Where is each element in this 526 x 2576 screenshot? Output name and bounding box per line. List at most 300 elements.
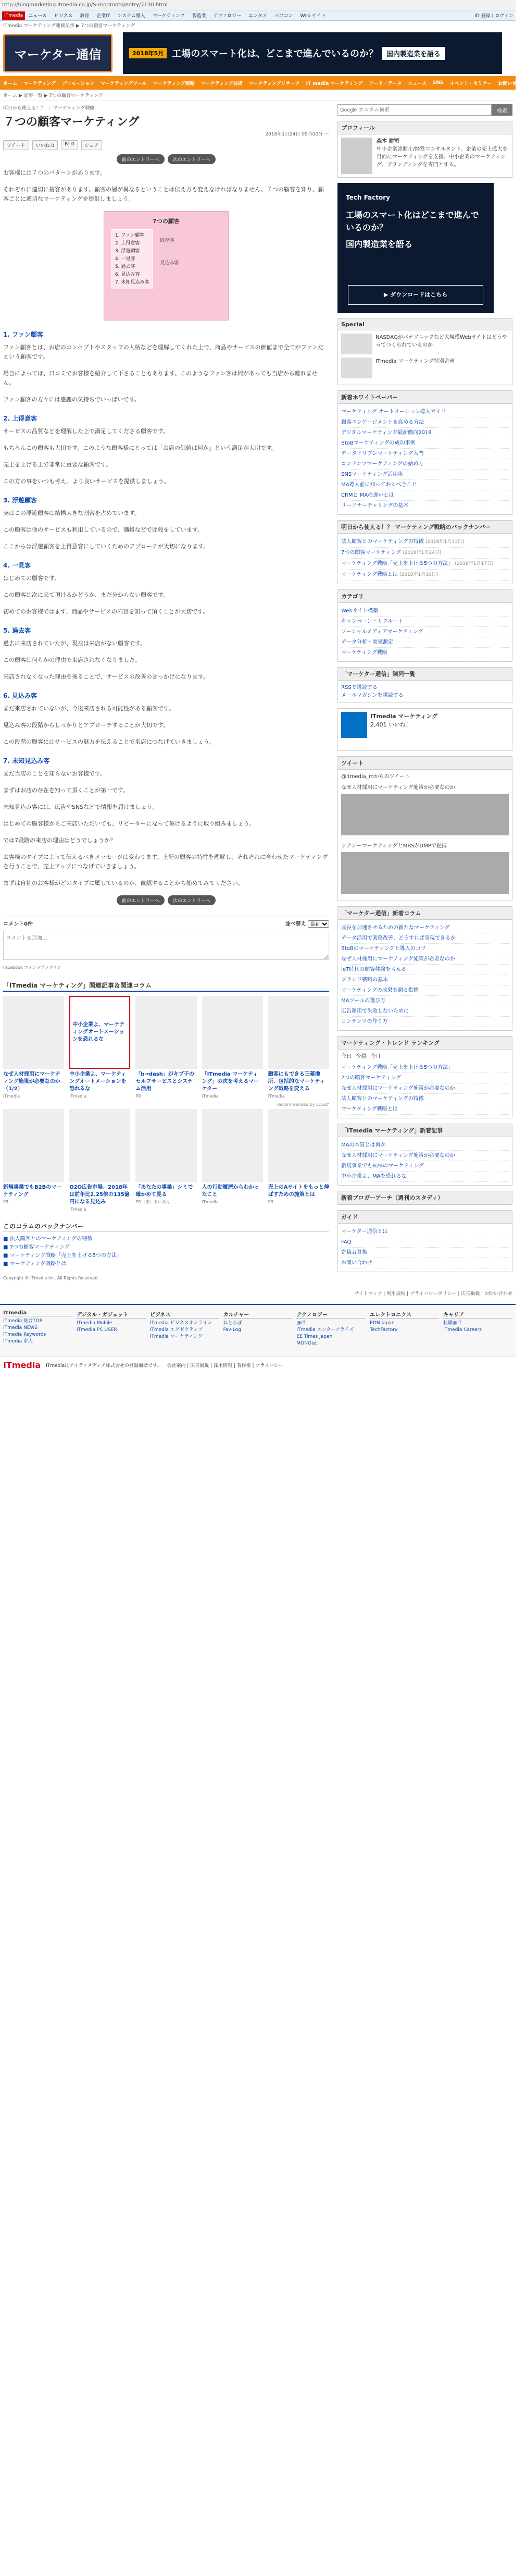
- guide-item[interactable]: マーケター通信とは: [341, 1227, 509, 1237]
- newest-wp-box: [337, 390, 512, 515]
- itmedia-brand[interactable]: ITmedia: [2, 11, 25, 20]
- tweet-text: なぜ人材採用にマーケティング施策が必要なのか: [341, 785, 455, 791]
- related-thumb: [69, 1109, 130, 1182]
- author-bio: 中小企業診断士/経営コンサルタント。企業の売上拡大を目的にマーケティングを支援。中小企業のマーケティング、ブランディングを専門とする。: [377, 146, 508, 168]
- site-logo[interactable]: マーケター通信: [3, 34, 112, 72]
- new-column-item[interactable]: ブランド戦略の基本: [341, 975, 509, 985]
- next-entry-button[interactable]: 次のエントリーへ: [168, 895, 216, 905]
- section-paragraph: 売上を上げる上で非常に重要な顧客です。: [3, 461, 112, 468]
- related-item[interactable]: [3, 996, 64, 1100]
- nav-item[interactable]: IT media マーケティング: [306, 81, 363, 87]
- top-category-link[interactable]: 教育: [80, 14, 90, 19]
- section-heading: 6. 見込み客: [3, 692, 37, 699]
- new-column-box: [337, 906, 512, 1031]
- itmedia-logo[interactable]: ITmedia: [3, 1360, 41, 1370]
- copyright: Copyright © ITmedia Inc. All Rights Reserved.: [3, 1276, 99, 1280]
- related-title: 「ITmedia マーケティング」の次を考えるマーケター: [202, 1071, 259, 1092]
- related-title: 人の行動履歴からわかったこと: [202, 1185, 259, 1198]
- footer-column-title: テクノロジー: [296, 1310, 366, 1318]
- related-title: 新規事業でもB2Bのマーケティング: [3, 1185, 62, 1198]
- footer: [0, 1304, 516, 1357]
- footer-link[interactable]: EE Times Japan: [296, 1334, 333, 1339]
- recent-item[interactable]: MAの本質とは何か: [341, 1140, 509, 1151]
- ad-download-button[interactable]: ▶ ダウンロードはこちら: [348, 285, 483, 305]
- top-categories: [28, 12, 333, 19]
- rank-tab[interactable]: 今週: [356, 1054, 366, 1059]
- special-text: NASDAQがパナソニックなど大規模Webサイトはどうやってつくられているのか: [375, 335, 508, 348]
- comment-input[interactable]: [3, 931, 329, 960]
- related-source: PR: [3, 1200, 9, 1204]
- guide-item[interactable]: お問い合わせ: [341, 1258, 509, 1268]
- section-paragraph: 過去に来店されていたが、現在は来店がない顧客です。: [3, 640, 146, 647]
- article-title: ７つの顧客マーケティング: [3, 116, 140, 129]
- related-title: 中小企業よ、マーケティングオートメーションを恐れるな: [69, 1071, 127, 1092]
- related-source: ITmedia: [3, 1094, 20, 1099]
- footer-link[interactable]: ITmedia Keywords: [3, 1332, 46, 1337]
- series-backnum-title: 7つの顧客マーケティング: [341, 550, 403, 556]
- footer-link[interactable]: ITmedia マーケティング: [149, 1334, 203, 1339]
- nav-item[interactable]: イベント・セミナー: [449, 81, 492, 87]
- new-column-item[interactable]: なぜ人材採用にマーケティング施策が必要なのか: [341, 954, 509, 965]
- diagram-title: 7つの顧客: [153, 218, 180, 225]
- tweet-image: [341, 852, 509, 894]
- top-category-link[interactable]: テクノロジー: [213, 14, 242, 19]
- footer-link[interactable]: TechFactory: [370, 1327, 398, 1333]
- rank-item[interactable]: マーケティング戦略とは: [341, 1104, 509, 1115]
- prev-entry-button[interactable]: 前のエントリーへ: [117, 154, 165, 164]
- rss-link[interactable]: RSSで購読する: [341, 685, 378, 691]
- column-backnumbers: [3, 1222, 329, 1268]
- section-paragraph: ここからは浮遊顧客を上得意客にしていくためのアプローチが大切になります。: [3, 543, 209, 550]
- new-column-title: 「マーケター通信」新着コラム: [338, 907, 512, 920]
- related-item[interactable]: [69, 1109, 130, 1213]
- new-column-item[interactable]: BtoBのマーケティングと導入のコツ: [341, 944, 509, 954]
- section-heading: 7. 未知見込み客: [3, 757, 50, 765]
- whitepaper-item[interactable]: コンテンツマーケティングの始め方: [341, 459, 509, 470]
- footer-column-title: カルチャー: [223, 1310, 293, 1318]
- special-thumb: [341, 334, 372, 354]
- category-item[interactable]: マーケティング戦略: [341, 648, 509, 658]
- footer-column-title: エレクトロニクス: [370, 1310, 439, 1318]
- related-thumb: 中小企業よ、マーケティングオートメーションを恐れるな: [69, 996, 130, 1069]
- backnum-item[interactable]: ■ マーケティング戦略とは: [3, 1261, 67, 1267]
- sort-label: 並べ替え: [285, 921, 306, 927]
- author-avatar: [341, 138, 372, 174]
- customer-type: 6. 見込み客: [115, 272, 140, 277]
- special-text: ITmedia マーケティング特別企画: [375, 359, 455, 364]
- whitepaper-item[interactable]: デジタルマーケティング最新動向2018: [341, 428, 509, 438]
- special-title: Special: [338, 319, 512, 330]
- profile-box: [337, 121, 512, 178]
- customer-group: 見込み客: [160, 260, 179, 266]
- section-paragraph: この顧客は他のサービスも利用しているので、価格などで比較をしています。: [3, 526, 203, 533]
- footer-column: [77, 1310, 146, 1347]
- section-paragraph: まだ当店のことを知らないお客様です。: [3, 770, 106, 777]
- site-header: [0, 30, 516, 76]
- list-title: 「マーケター通信」陳列一覧: [338, 668, 512, 681]
- trademark-text: ITmediaはアイティメディア株式会社の登録商標です。: [46, 1363, 162, 1369]
- related-thumb: [135, 1109, 196, 1182]
- whitepaper-item[interactable]: リードナーチャリングの基本: [341, 501, 509, 511]
- ad-sub: 国内製造業を語る: [346, 239, 413, 249]
- new-column-item[interactable]: MAツールの選び方: [341, 996, 509, 1006]
- section-heading: 4. 一見客: [3, 562, 31, 569]
- nav-item[interactable]: プロモーション: [61, 81, 95, 87]
- series-backnum-title: 明日から使える！？ マーケティング戦略のバックナンバー: [338, 521, 512, 534]
- author-name: 森本 耕司: [377, 139, 399, 144]
- top-category-link[interactable]: 製造業: [192, 14, 206, 19]
- nav-item[interactable]: マーケティングリサーチ: [248, 81, 300, 87]
- customer-type: 7. 未知見込み客: [115, 280, 149, 285]
- rank-item[interactable]: 法人顧客とのマーケティングの特徴: [341, 1094, 509, 1104]
- tweet-image: [341, 794, 509, 835]
- series-backnum-item[interactable]: [341, 570, 509, 581]
- whitepaper-item[interactable]: MA導入前に知っておくべきこと: [341, 480, 509, 490]
- new-column-item[interactable]: データ活用で業務改善、どうすれば実現できるか: [341, 933, 509, 944]
- backnum-item[interactable]: ■ 法人顧客とのマーケティングの特徴: [3, 1236, 93, 1242]
- tweet-text: シナジーマーケティングとMBSがDMPで提携: [341, 843, 447, 849]
- next-entry-button[interactable]: 次のエントリーへ: [168, 154, 216, 164]
- guide-box: [337, 1210, 512, 1272]
- series-backnum-box: [337, 520, 512, 584]
- series-backnum-item[interactable]: [341, 548, 509, 559]
- customer-type: 2. 上得意客: [115, 241, 140, 246]
- entry-pager: [3, 154, 329, 164]
- special-item[interactable]: [341, 358, 509, 378]
- series-backnum-title: マーケティング戦略「売上を上げる5つの方法」: [341, 561, 455, 566]
- footer-link[interactable]: @IT: [296, 1321, 306, 1326]
- special-thumb: [341, 358, 372, 378]
- closing-paragraph-2: まずは自社のお客様がどのタイプに属しているのか、確認することから始めてみてください。: [3, 880, 244, 886]
- whitepaper-item[interactable]: 顧客エンゲージメントを高める方法: [341, 417, 509, 428]
- section-heading: 1. ファン顧客: [3, 331, 43, 338]
- fb-page-title[interactable]: ITmedia マーケティング: [370, 713, 438, 720]
- related-title: 顧客にもできる三菱地所、包括的なマーケティング戦略を変える: [268, 1071, 325, 1092]
- backnum-item[interactable]: ■ 7つの顧客マーケティング: [3, 1244, 70, 1250]
- related-thumb: [268, 996, 329, 1069]
- footer-column: [443, 1310, 512, 1347]
- login-link[interactable]: ID 登録 | ログイン: [474, 14, 514, 19]
- new-column-item[interactable]: マーケティングの成果を測る指標: [341, 985, 509, 996]
- twitter-title: ツイート: [338, 757, 512, 770]
- nav-item[interactable]: マーケティング技術: [201, 81, 243, 87]
- recommended-by: Recommended by LOGLY: [277, 1102, 329, 1107]
- related-item[interactable]: [202, 996, 263, 1100]
- top-category-link[interactable]: Web サイト: [300, 14, 326, 19]
- whitepaper-item[interactable]: マーケティング オートメーション導入ガイド: [341, 407, 509, 417]
- header-ad-banner[interactable]: [123, 32, 502, 74]
- seven-customers-diagram: [104, 211, 229, 321]
- footer-column-title: ITmedia: [3, 1310, 72, 1316]
- related-source: ITmedia: [69, 1207, 86, 1212]
- related-source: PR: [268, 1200, 274, 1204]
- footer-link[interactable]: ITmedia 総合TOP: [3, 1318, 43, 1324]
- blogger-title: 新着ブロガーアーチ（週刊のスタディ）: [338, 1191, 512, 1204]
- whitepaper-item[interactable]: BtoBマーケティングの成功事例: [341, 438, 509, 449]
- section-paragraph: 見込み客の段階からしっかりとアプローチすることが大切です。: [3, 722, 169, 729]
- category-title: カテゴリ: [338, 590, 512, 603]
- ad-brand: Tech Factory: [346, 194, 390, 201]
- nav-item[interactable]: SNS: [432, 80, 444, 85]
- prev-entry-button[interactable]: 前のエントリーへ: [117, 895, 165, 905]
- footer-column-title: ビジネス: [150, 1310, 219, 1318]
- fb-page-image: [341, 712, 367, 738]
- related-thumb: [3, 996, 64, 1069]
- nav-item[interactable]: マーケティング戦略: [153, 81, 195, 87]
- recent-box: [337, 1124, 512, 1186]
- profile-title: プロフィール: [338, 121, 512, 134]
- social-button[interactable]: ツイート: [3, 140, 29, 150]
- social-button[interactable]: シェア: [81, 140, 103, 150]
- related-thumb: [135, 996, 196, 1069]
- related-thumb: [202, 1109, 263, 1182]
- special-item[interactable]: [341, 334, 509, 354]
- ad-headline: 工場のスマート化は、どこまで進んでいるのか？: [172, 48, 378, 59]
- category-item[interactable]: ソーシャルメディアマーケティング: [341, 627, 509, 637]
- footer-link[interactable]: ITmedia エンタープライズ: [296, 1327, 354, 1333]
- footer-column: [3, 1310, 72, 1347]
- series-backnum-item[interactable]: [341, 537, 509, 548]
- footer-link[interactable]: EDN Japan: [370, 1321, 395, 1326]
- related-title: 「あなたの事業」シミで確かめて見る: [135, 1185, 193, 1198]
- related-thumb: [268, 1109, 329, 1182]
- footer-column: [296, 1310, 366, 1347]
- footer-link[interactable]: ITmedia 求人: [3, 1339, 33, 1344]
- section-heading: 3. 浮遊顧客: [3, 497, 37, 504]
- rank-item[interactable]: なぜ人材採用にマーケティング施策が必要なのか: [341, 1083, 509, 1094]
- related-source: ITmedia: [268, 1094, 285, 1099]
- ranking-box: [337, 1036, 512, 1118]
- whitepaper-item[interactable]: CRMと MAの違いとは: [341, 490, 509, 501]
- recent-item[interactable]: 中小企業よ、MAを恐れるな: [341, 1172, 509, 1182]
- section-paragraph: この方の事をいつも考え、より良いサービスを提供しましょう。: [3, 478, 170, 485]
- search-button[interactable]: 検索: [492, 104, 512, 116]
- top-category-link[interactable]: エンタメ: [248, 14, 267, 19]
- tweet[interactable]: [341, 839, 509, 897]
- section-paragraph: この段階の顧客にはサービスの魅力を伝えることで来店につなげていきましょう。: [3, 738, 215, 745]
- fb-likes: 2,401 いいね！: [370, 721, 411, 728]
- customer-group: 既存客: [160, 238, 174, 243]
- footer-link[interactable]: ITmedia ビジネスオンライン: [149, 1321, 212, 1326]
- twitter-from[interactable]: @itmedia_mからのツイート: [341, 774, 410, 780]
- footer-link[interactable]: ITmedia Mobile: [76, 1321, 112, 1326]
- new-column-item[interactable]: IoT時代の顧客体験を考える: [341, 965, 509, 975]
- comment-count: コメント0件: [3, 921, 33, 927]
- article-category[interactable]: 明日から使える！？ ｜ マーケティング戦略: [3, 106, 95, 111]
- ranking-title: マーケティング・トレンド ランキング: [338, 1037, 512, 1050]
- list-box: [337, 667, 512, 703]
- related-item[interactable]: [69, 996, 130, 1100]
- series-backnum-item[interactable]: [341, 559, 509, 570]
- top-category-link[interactable]: 企業IT: [96, 14, 110, 19]
- footer-link[interactable]: ITmedia PC USER: [76, 1327, 117, 1333]
- rank-item[interactable]: 7つの顧客マーケティング: [341, 1073, 509, 1083]
- section-paragraph: もちろんこの顧客も大切です。このような顧客様にとっては「お店の価値は何か」という満足が大切です。: [3, 445, 278, 451]
- blogger-box: [337, 1191, 512, 1205]
- customer-type-list: [111, 229, 153, 289]
- top-category-link[interactable]: パソコン: [274, 14, 293, 19]
- section-paragraph: はじめての顧客です。: [3, 575, 60, 582]
- series-backnum-date: (2018年1月17日): [455, 561, 494, 566]
- sort-select[interactable]: [308, 920, 329, 928]
- bottom-bar: [0, 1357, 516, 1373]
- section-paragraph: 未知見込み客には、広告やSNSなどで情報を届けましょう。: [3, 804, 158, 810]
- comments-section: [3, 916, 329, 970]
- related-thumb: [202, 996, 263, 1069]
- guide-item[interactable]: 寄稿者募集: [341, 1248, 509, 1258]
- related-source: PR: [135, 1094, 141, 1099]
- sidebar: [333, 101, 512, 1288]
- customer-type: 5. 過去客: [115, 264, 135, 269]
- nav-item[interactable]: お問い合わせ: [498, 81, 526, 87]
- social-button[interactable]: B! 0: [61, 140, 78, 150]
- search-input[interactable]: [337, 104, 492, 116]
- top-category-link[interactable]: ニュース: [28, 14, 47, 19]
- section-paragraph: 実はこの浮遊顧客は結構大きな割合を占めています。: [3, 510, 141, 516]
- main-nav: [0, 76, 526, 90]
- series-backnum-date: (2018年1月31日): [425, 539, 465, 545]
- category-item[interactable]: データ分析・効果測定: [341, 637, 509, 648]
- category-item[interactable]: キャンペーン・リクルート: [341, 617, 509, 627]
- facebook-box: [337, 708, 512, 751]
- footer-link[interactable]: Fav-Log: [223, 1327, 241, 1333]
- footer-column: [150, 1310, 219, 1347]
- footer-link[interactable]: ねとらぼ: [223, 1321, 242, 1326]
- category-item[interactable]: Webサイト構築: [341, 606, 509, 617]
- rank-item[interactable]: マーケティング戦略「売上を上げる5つの方法」: [341, 1063, 509, 1073]
- question-2: では7段階の来店の理由はどうでしょうか？: [3, 837, 116, 844]
- related-item[interactable]: [268, 996, 329, 1100]
- entry-pager-bottom: [3, 895, 329, 905]
- question-1: はじめての顧客様からご来店いただいても、リピーターになって頂けるように取り組みましょう。: [3, 820, 255, 827]
- guide-title: ガイド: [338, 1211, 512, 1224]
- related-source: PR（株）あいあん: [135, 1200, 170, 1204]
- fb-comment-plugin: Facebook コメントプラグイン: [3, 965, 61, 970]
- ad-headline: 工場のスマート化はどこまで進んでいるのか？: [346, 210, 479, 232]
- closing-paragraph: お客様のタイプによって伝えるべきメッセージは変わります。上記の顧客の特性を理解し、それぞれに合わせたマーケティングを行うことで、売上アップにつなげていきましょう。: [3, 854, 328, 870]
- recent-item[interactable]: なぜ人材採用にマーケティング施策が必要なのか: [341, 1151, 509, 1161]
- footer-column-title: デジタル・ガジェット: [77, 1310, 146, 1318]
- rank-tab[interactable]: 今月: [370, 1054, 381, 1059]
- related-title: 売上のAサイトをもっと伸ばすための施策とは: [268, 1185, 329, 1198]
- article-sections: [3, 330, 329, 812]
- footer-link[interactable]: 転職@IT: [443, 1321, 462, 1326]
- customer-type: 1. ファン顧客: [115, 233, 145, 238]
- twitter-box: [337, 756, 512, 901]
- ad-badge: 2018年5月: [129, 48, 167, 58]
- top-category-link[interactable]: システム導入: [117, 14, 145, 19]
- url-bar[interactable]: http://blogmarketing.itmedia.co.jp/S-morimoto/entry/7130.html: [0, 0, 516, 10]
- social-button[interactable]: いいね 0: [32, 140, 58, 150]
- related-title: なぜ人材採用にマーケティング施策が必要なのか（1/2）: [3, 1071, 60, 1092]
- sidebar-ad[interactable]: [337, 183, 494, 313]
- section-heading: 5. 過去客: [3, 627, 31, 634]
- related-item[interactable]: [3, 1109, 64, 1213]
- backnum-item[interactable]: ■ マーケティング戦略「売上を上げる5つの方法」: [3, 1253, 122, 1259]
- footer-link[interactable]: ITmedia Careers: [443, 1327, 482, 1333]
- recent-item[interactable]: 新規事業でもB2Bのマーケティング: [341, 1161, 509, 1172]
- series-backnum-date: (2018年1月24日): [403, 550, 442, 556]
- footer-link[interactable]: ITmedia NEWS: [3, 1325, 38, 1330]
- related-title: 「b→dash」がキブ子のセルフサービスとシステム活用: [135, 1071, 194, 1092]
- bottom-links[interactable]: 会社案内 | 広告掲載 | 採用情報 | 著作権 | プライバシー: [167, 1363, 283, 1369]
- footer-link[interactable]: ITmedia エグゼクティブ: [149, 1327, 203, 1333]
- section-paragraph: 初めてのお客様ではまず、商品やサービスの内容を知って頂くことが大切です。: [3, 608, 209, 615]
- footer-links[interactable]: サイトマップ | 利用規約 | プライバシーポリシー | 広告掲載 | お問い合わせ: [354, 1291, 512, 1297]
- new-column-item[interactable]: コンテンツの作り方: [341, 1017, 509, 1027]
- related-item[interactable]: [135, 1109, 196, 1213]
- footer-column-title: キャリア: [443, 1310, 512, 1318]
- whitepaper-item[interactable]: SNSマーケティング活用術: [341, 470, 509, 480]
- related-item[interactable]: [135, 996, 196, 1100]
- section-paragraph: 場合によっては、口コミでお客様を紹介して下さることもあります。このようなファン客は何があっても当店から離れません。: [3, 370, 318, 386]
- footer-column: [223, 1310, 293, 1347]
- related-source: ITmedia: [202, 1094, 219, 1099]
- itmedia-topbar: [0, 10, 516, 21]
- related-item[interactable]: [202, 1109, 263, 1213]
- category-box: [337, 589, 512, 662]
- recent-title: 「ITmedia マーケティング」新着記事: [338, 1124, 512, 1137]
- new-column-item[interactable]: 成長を加速させるための新たなマーケティング: [341, 923, 509, 933]
- related-item[interactable]: [268, 1109, 329, 1213]
- series-backnum-title: 法人顧客とのマーケティングの特徴: [341, 539, 425, 545]
- section-heading: 2. 上得意客: [3, 415, 37, 422]
- rank-tab[interactable]: 今日: [341, 1054, 352, 1059]
- related-title: 「ITmedia マーケティング」関連記事＆関連コラム: [3, 981, 329, 992]
- top-category-link[interactable]: ビジネス: [54, 14, 73, 19]
- social-buttons: [3, 140, 329, 150]
- section-paragraph: ファン顧客の方々には感謝の気持ちでいっぱいです。: [3, 396, 140, 403]
- tweet[interactable]: [341, 781, 509, 839]
- footer-column: [370, 1310, 439, 1347]
- section-paragraph: この顧客は何らかの理由で来店されなくなりました。: [3, 657, 141, 663]
- series-backnum-date: (2018年1月10日): [399, 572, 439, 577]
- series-backnum-title: マーケティング戦略とは: [341, 572, 399, 577]
- related-source: ITmedia: [69, 1094, 86, 1099]
- section-paragraph: 来店されなくなった理由を探ることで、サービスの改善のきっかけになります。: [3, 673, 209, 680]
- related-source: ITmedia: [202, 1200, 219, 1204]
- newest-wp-title: 新着ホワイトペーパー: [338, 391, 512, 404]
- site-search: [337, 104, 512, 116]
- related-articles: [3, 981, 329, 1213]
- special-box: [337, 318, 512, 385]
- customer-groups: [160, 237, 179, 282]
- breadcrumb: ホーム ▶ 記事一覧 ▶ 7つの顧客マーケティング: [0, 90, 516, 101]
- section-paragraph: ファン顧客とは、お店のコンセプトやスタッフの人柄などを理解してくれた上で、商品やサービスの価値まで全てがファンだという顧客です。: [3, 344, 324, 360]
- footer-link[interactable]: MONOist: [296, 1341, 317, 1346]
- guide-item[interactable]: FAQ: [341, 1237, 509, 1248]
- mail-link[interactable]: メールマガジンを購読する: [341, 693, 404, 698]
- nav-item[interactable]: ニュース: [408, 81, 427, 87]
- intro-paragraph: お客様には７つのパターンがあります。: [3, 169, 106, 176]
- nav-item[interactable]: マーケティング: [23, 81, 56, 87]
- section-paragraph: サービスの品質などを理解した上で満足してくださる顧客です。: [3, 428, 169, 435]
- section-paragraph: まずはお店の存在を知って頂くことが第一です。: [3, 787, 129, 794]
- article-date: 2018年1月24日 09時00分 ～: [265, 132, 329, 137]
- new-column-item[interactable]: 広告運用で失敗しないために: [341, 1006, 509, 1017]
- whitepaper-item[interactable]: データドリブンマーケティング入門: [341, 449, 509, 459]
- nav-item[interactable]: マーケティングツール: [101, 81, 147, 87]
- main-content: [3, 101, 333, 1288]
- section-paragraph: この顧客は次に来て頂けるかどうか、まだ分からない顧客です。: [3, 591, 169, 598]
- nav-item[interactable]: ホーム: [3, 81, 18, 87]
- nav-item[interactable]: ワード・データ: [369, 81, 402, 87]
- related-thumb: [3, 1109, 64, 1182]
- customer-type: 3. 浮遊顧客: [115, 249, 140, 254]
- related-title: O2O広告市場、2018年は前年比2.25倍の135億円になる見込み: [69, 1185, 130, 1205]
- ad-sub: 国内製造業を語る: [382, 47, 445, 60]
- top-category-link[interactable]: マーケティング: [152, 14, 185, 19]
